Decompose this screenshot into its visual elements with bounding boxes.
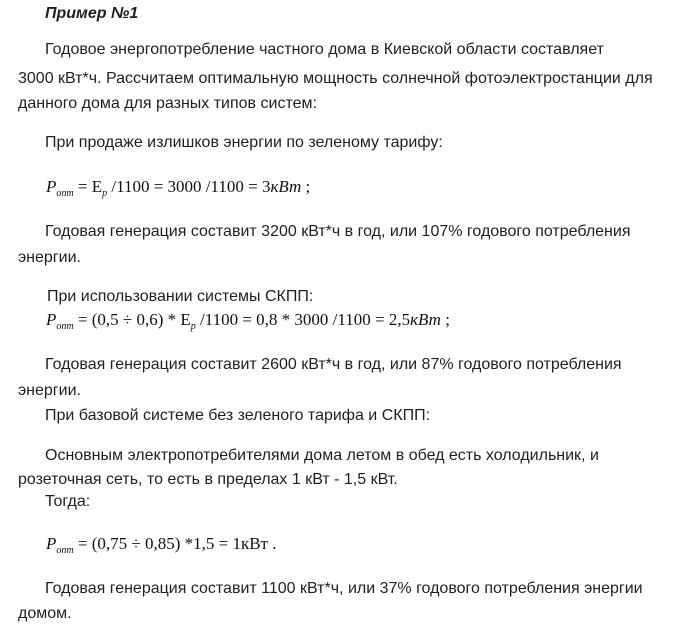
formula-3-body: = (0,75 ÷ 0,85) *1,5 = 1кВт xyxy=(73,534,268,553)
formula-1-unit: кВт xyxy=(270,177,302,196)
case1-title: При продаже излишков энергии по зеленому тарифу: xyxy=(45,134,443,151)
intro-line-2: 3000 кВт*ч. Рассчитаем оптимальную мощность солнечной фотоэлектростанции для xyxy=(18,70,653,87)
formula-1-end: ; xyxy=(301,177,311,196)
formula-2-unit: кВт xyxy=(410,310,441,329)
case3-result-line-1: Годовая генерация составит 1100 кВт*ч, или 37% годового потребления энергии xyxy=(45,580,643,597)
case1-result-line-2: энергии. xyxy=(18,249,81,266)
formula-2-body: = (0,5 ÷ 0,6) * E xyxy=(73,310,191,329)
formula-3-symbol: P xyxy=(46,534,57,553)
formula-2-symbol: P xyxy=(46,310,57,329)
formula-2-subscript: опт xyxy=(56,321,74,332)
formula-2 xyxy=(46,310,450,333)
case2-result-line-1: Годовая генерация составит 2600 кВт*ч в год, или 87% годового потребления xyxy=(45,356,622,373)
case1-result-line-1: Годовая генерация составит 3200 кВт*ч в год, или 107% годового потребления xyxy=(45,223,631,240)
intro-line-3: данного дома для разных типов систем: xyxy=(18,95,317,112)
case3-result-line-2: домом. xyxy=(18,605,72,622)
case3-title: При базовой системе без зеленого тарифа и СКПП: xyxy=(45,407,431,424)
formula-1-body: = E xyxy=(73,177,103,196)
formula-2-end: ; xyxy=(440,310,450,329)
example-heading: Пример №1 xyxy=(45,5,139,22)
case2-result-line-2: энергии. xyxy=(18,382,81,399)
formula-1-symbol: P xyxy=(46,177,57,196)
formula-3-end: . xyxy=(267,534,277,553)
formula-1-calc: /1100 = 3000 /1100 = 3 xyxy=(107,177,271,196)
intro-line-1: Годовое энергопотребление частного дома в Киевской области составляет xyxy=(45,41,604,58)
formula-3-subscript: опт xyxy=(56,545,74,556)
case3-then: Тогда: xyxy=(45,493,91,510)
formula-2-calc: /1100 = 0,8 * 3000 /1100 = 2,5 xyxy=(195,310,411,329)
formula-3 xyxy=(46,534,276,557)
formula-1-subscript: опт xyxy=(56,188,74,199)
formula-1-e-subscript: р xyxy=(102,188,108,199)
case3-desc-line-2: розеточная сеть, то есть в пределах 1 кВт - 1,5 кВт. xyxy=(18,471,398,488)
formula-1 xyxy=(46,177,310,200)
formula-2-e-subscript: р xyxy=(190,321,196,332)
case3-desc-line-1: Основным электропотребителями дома летом в обед есть холодильник, и xyxy=(45,447,599,464)
case2-title: При использовании системы СКПП: xyxy=(47,288,314,305)
